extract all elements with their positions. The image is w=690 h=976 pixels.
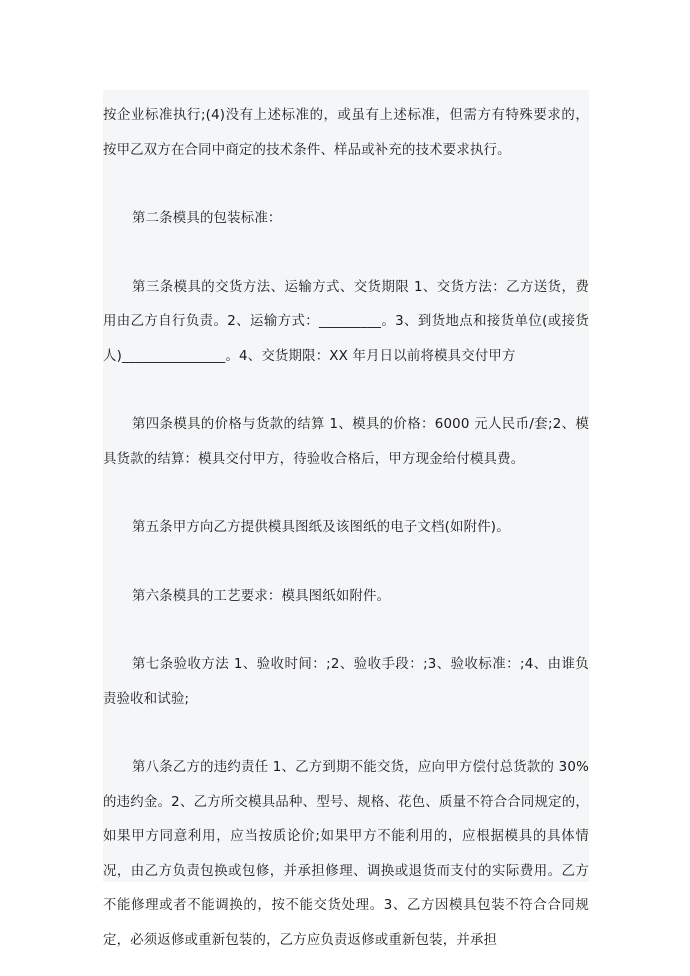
paragraph-gap	[103, 237, 589, 271]
paragraph-article-3-delivery: 第三条模具的交货方法、运输方式、交货期限 1、交货方法：乙方送货，费用由乙方自行负责。2、运输方式：_________。3、到货地点和接货单位(或接货人)_______________。4、交货期限：XX 年月日以前将模具交付甲方	[103, 279, 589, 364]
document-page	[103, 90, 589, 948]
paragraph-continued-standards: 按企业标准执行;(4)没有上述标准的，或虽有上述标准，但需方有特殊要求的，按甲乙双方在合同中商定的技术条件、样品或补充的技术要求执行。	[103, 108, 589, 158]
paragraph-article-8-liability: 第八条乙方的违约责任 1、乙方到期不能交货，应向甲方偿付总货款的 30%的违约金。2、乙方所交模具品种、型号、规格、花色、质量不符合合同规定的，如果甲方同意利用，应当按质论价;如果甲方不能利用的，应根据模具的具体情况，由乙方负责包换或包修，并承担修理、调换或退货而支付的实际费用。乙方不能修理或者不能调换的，按不能交货处理。3、乙方因模具包装不符合合同规定，必须返修或重新包装的，乙方应负责返修或重新包装，并承担	[103, 760, 589, 948]
paragraph-gap	[103, 477, 589, 511]
paragraph-gap	[103, 717, 589, 751]
paragraph-gap	[103, 546, 589, 580]
paragraph-article-6-process: 第六条模具的工艺要求：模具图纸如附件。	[132, 588, 391, 604]
paragraph-article-5-drawings: 第五条甲方向乙方提供模具图纸及该图纸的电子文档(如附件)。	[132, 520, 510, 535]
paragraph-gap	[103, 374, 589, 408]
paragraph-article-2-packaging: 第二条模具的包装标准：	[132, 211, 282, 226]
paragraph-article-4-price: 第四条模具的价格与货款的结算 1、模具的价格：6000 元人民币/套;2、模具货款的结算：模具交付甲方，待验收合格后，甲方现金给付模具费。	[103, 417, 589, 467]
paragraph-gap	[103, 614, 589, 648]
paragraph-gap	[103, 168, 589, 202]
paragraph-article-7-acceptance: 第七条验收方法 1、验收时间：;2、验收手段：;3、验收标准：;4、由谁负责验收和试验;	[103, 657, 589, 707]
document-body	[103, 90, 589, 958]
